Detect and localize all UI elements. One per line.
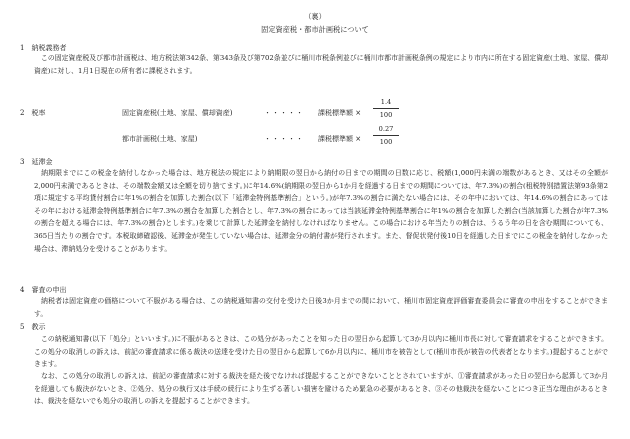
section-1-body: この固定資産税及び都市計画税は、地方税法第342条、第343条及び第702条並びに桶川市税条例並びに桶川市都市計画税条例の規定により市内に所在する固定資産(土地、家屋、償却資産)に対し、1月1日現在の所有者に課税されます。 [34, 54, 608, 75]
section-5-body-2: なお、この処分の取消しの訴えは、前記の審査請求に対する裁決を経た後でなければ提起することができないこととされていますが、①審査請求があった日の翌日から起算して3か月を経過しても裁決がないとき、②処分、処分の執行又は手続の続行により生ずる著しい損害を避けるため緊急の必要があるとき、③その他裁決を経ないことにつき正当な理由があるときは、裁決を経ないでも処分の取消しの訴えを提起することができます。 [34, 372, 608, 406]
rate-row-1-base: 課税標準額 × [318, 109, 362, 117]
section-5-body-1: この納税通知書(以下「処分」といいます。)に不服があるときは、この処分があったことを知った日の翌日から起算して3か月以内に桶川市長に対して審査請求をすることができます。この処分の取消しの訴えは、前記の審査請求に係る裁決の送達を受けた日の翌日から起算して6か月以内に、桶川市を被告として(桶川市長が被告の代表者となります。)提起することができます。 [34, 335, 608, 369]
rate-row-1-denominator: 100 [379, 111, 393, 119]
rate-row-2-dots: ・・・・・ [264, 135, 304, 143]
rate-row-2-denominator: 100 [379, 138, 393, 146]
rate-row-1-dots: ・・・・・ [264, 109, 304, 117]
rate-row-2-base: 課税標準額 × [318, 135, 362, 143]
rate-row-2-numerator: 0.27 [373, 125, 399, 136]
rate-row-1-numerator: 1.4 [373, 98, 399, 109]
section-3-body: 納期限までにこの税金を納付しなかった場合は、地方税法の規定により納期限の翌日から納付の日までの期間の日数に応じ、税額(1,000円未満の端数があるとき、又はその全額が2,000円未満であるときは、その端数金額又は全額を切り捨てます。)に年14.6%(納期限の翌日から1か月を経過する日までの期間については、年7.3%)の割合(租税特別措置法第93条第2項に規定する平均貸付割合に年1%の割合を加算した割合(以下「延滞金特例基準割合」という。)が年7.3%の割合に満たない場合には、その年中においては、年14.6%の割合にあってはその年における延滞金特例基準割合に年7.3%の割合を加算した割合とし、年7.3%の割合にあっては当該延滞金特例基準割合に年1%の割合を加算した割合(当該加算した割合が年7.3%の割合を超える場合には、年7.3%の割合)とします。)を乗じて計算した延滞金を納付しなければなりません。この場合における年当たりの割合は、うるう年の日を含む期間についても、365日当たりの割合です。本税取締確認後、延滞金が発生していない場合は、延滞金分の納付書が発行されます。また、督促状発付後10日を経過した日までにこの税金を納付しなかった場合は、滞納処分を受けることがあります。 [34, 169, 608, 253]
rate-row-1-label: 固定資産税(土地、家屋、償却資産) [122, 109, 233, 117]
section-3-heading: 3 延滞金 [20, 158, 53, 166]
section-4-body: 納税者は固定資産の価格について不服がある場合は、この納税通知書の交付を受けた日後3か月までの間において、桶川市固定資産評価審査委員会に審査の申出をすることができます。 [34, 297, 608, 318]
page-side-label: （裏） [304, 12, 326, 21]
rate-row-2-label: 都市計画税(土地、家屋) [122, 135, 198, 143]
rate-row-1-fraction [373, 98, 399, 119]
section-2-heading: 2 税率 [20, 109, 46, 117]
section-4-heading: 4 審査の申出 [20, 286, 67, 294]
section-1-heading: 1 納税義務者 [20, 44, 67, 52]
section-5-heading: 5 教示 [20, 323, 46, 331]
page-title: 固定資産税・都市計画税について [261, 25, 369, 34]
rate-row-2-fraction [373, 125, 399, 146]
